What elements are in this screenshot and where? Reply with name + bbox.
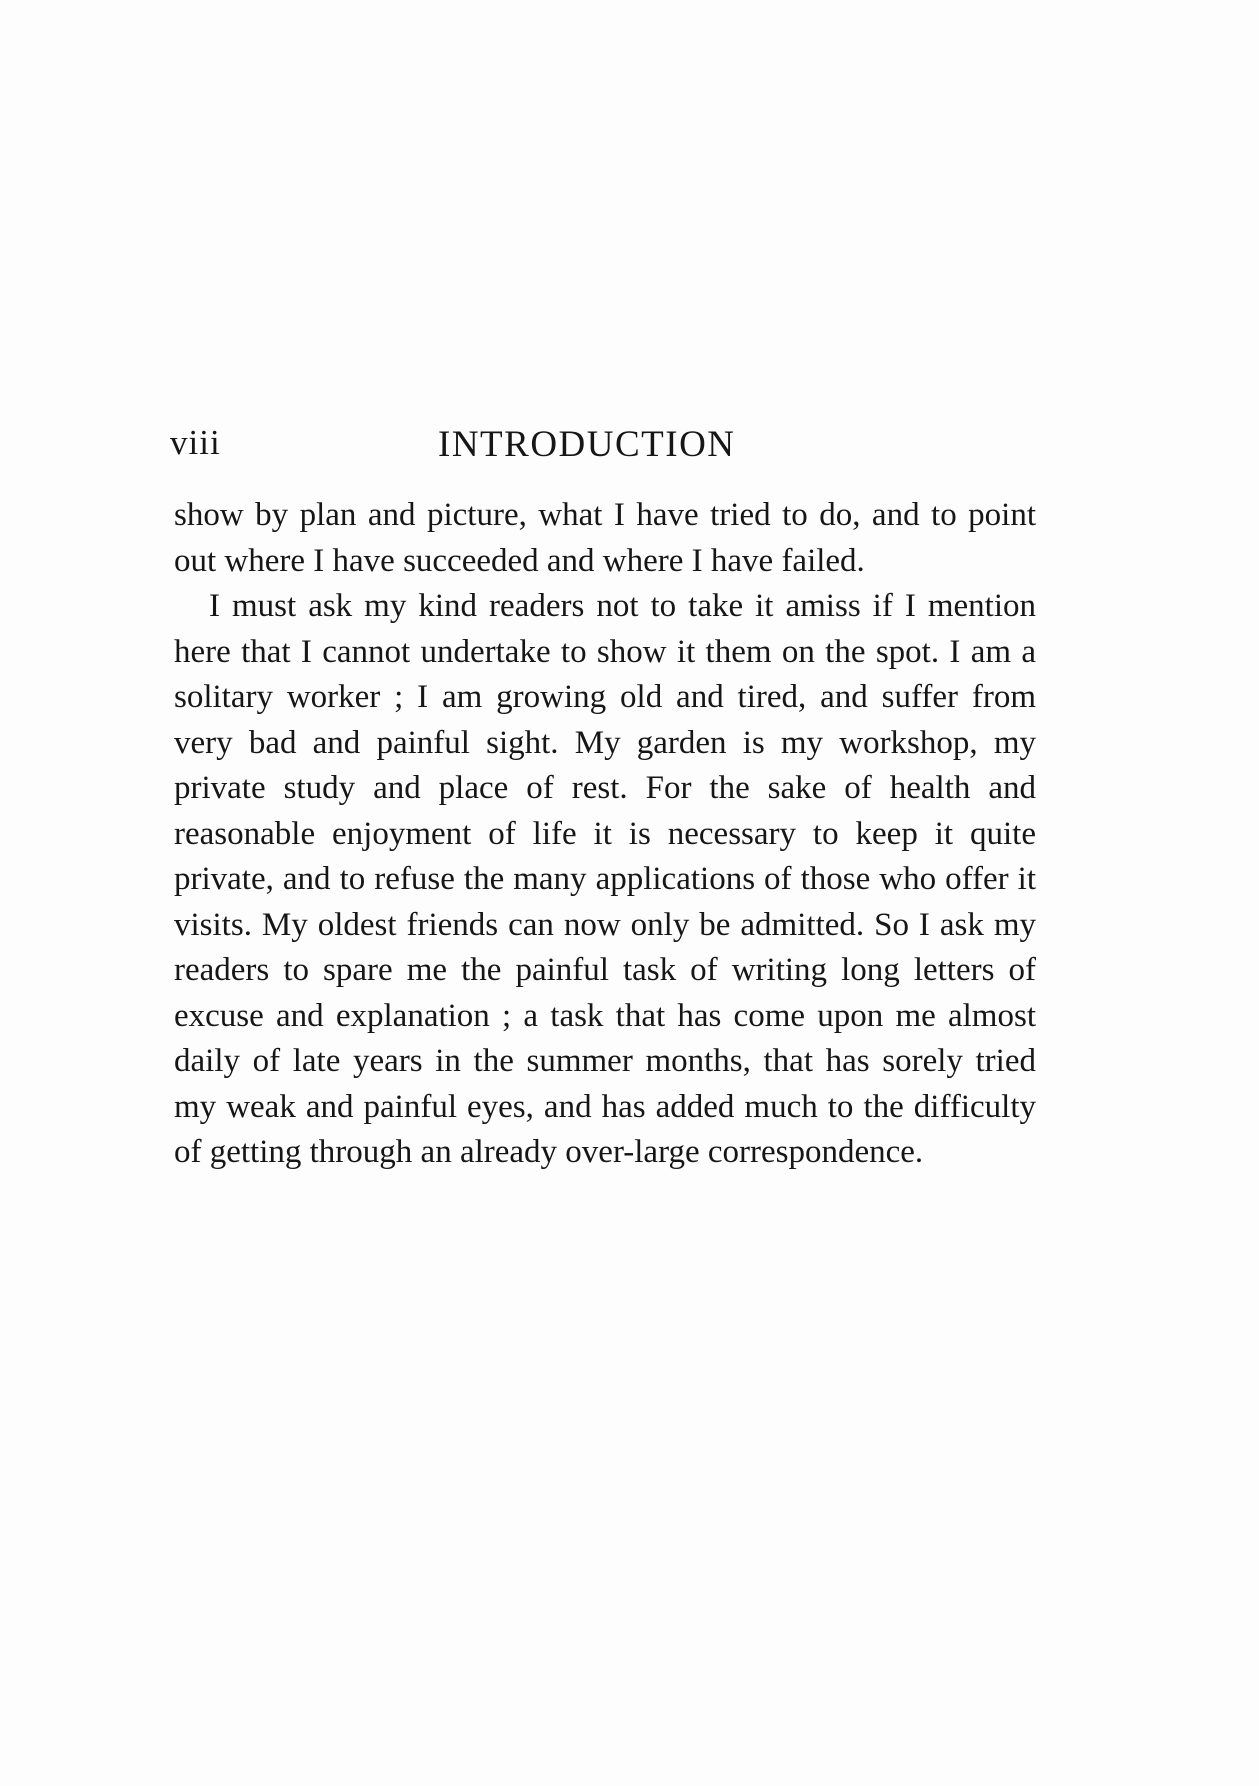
running-head: INTRODUCTION	[438, 424, 736, 465]
page-number: viii	[170, 423, 221, 462]
paragraph: I must ask my kind readers not to take it amiss if I mention here that I cannot undertake to show it them on the spot. I am a solitary worker ; I am growing old and tired, and suffer from very bad and painful sight. My garden is my workshop, my private study and place of rest. For the sake of health and reasonable enjoyment of life it is necessary to keep it quite private, and to refuse the many applications of those who offer it visits. My oldest friends can now only be admitted. So I ask my readers to spare me the painful task of writing long letters of excuse and explanation ; a task that has come upon me almost daily of late years in the summer months, that has sorely tried my weak and painful eyes, and has added much to the difficulty of getting through an already over-large correspondence.	[174, 588, 1036, 1170]
body-text	[174, 493, 1036, 1176]
page-header	[170, 423, 1040, 473]
paragraph-continued: show by plan and picture, what I have tried to do, and to point out where I have succeeded and where I have failed.	[174, 497, 1036, 579]
